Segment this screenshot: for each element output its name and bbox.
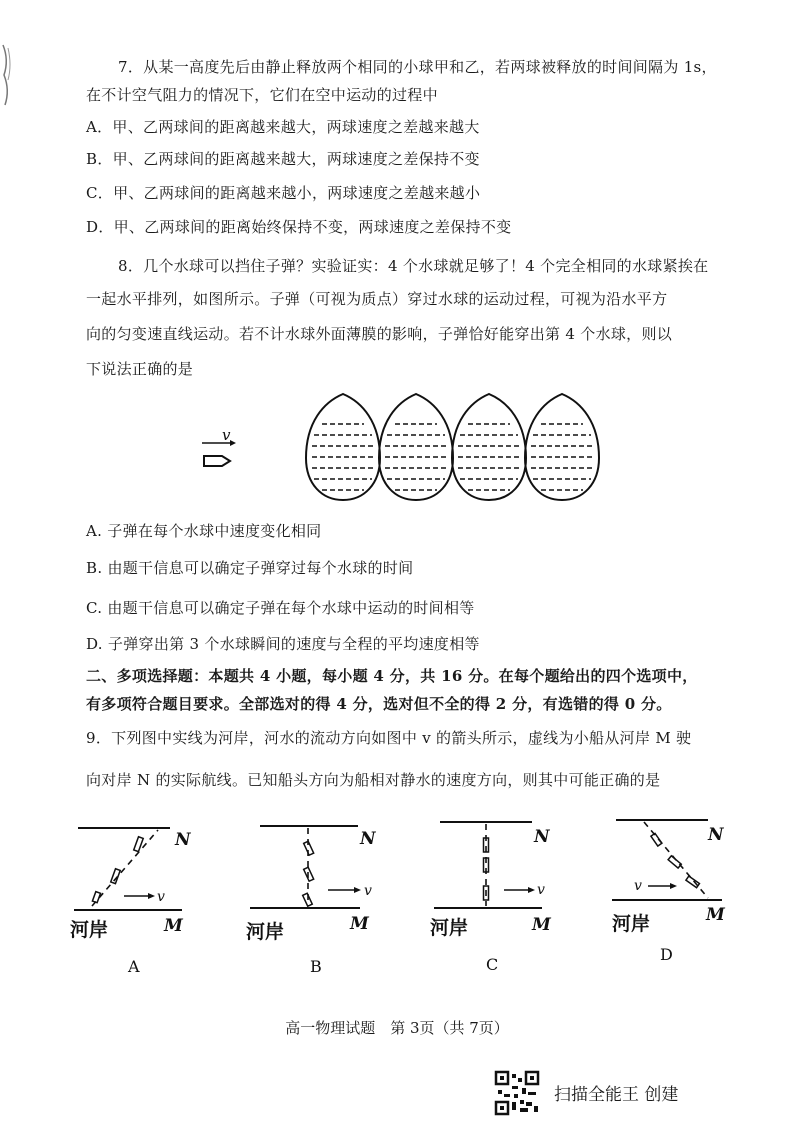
q7-option-a: A．甲、乙两球间的距离越来越大，两球速度之差越来越大: [86, 118, 480, 136]
fig-b-letter: B: [310, 957, 322, 976]
water-balls-diagram: [190, 388, 610, 508]
q8-stem-line3: 向的匀变速直线运动。若不计水球外面薄膜的影响，子弹恰好能穿出第 4 个水球，则以: [86, 325, 673, 343]
fig-b-N: N: [360, 829, 376, 849]
river-figure-a: [70, 812, 220, 980]
scanner-label: 扫描全能王 创建: [554, 1085, 679, 1105]
q8-stem-line2: 一起水平排列，如图所示。子弹（可视为质点）穿过水球的运动过程，可视为沿水平方: [86, 290, 668, 308]
fig-d-N: N: [708, 825, 724, 845]
q7-option-c: C．甲、乙两球间的距离越来越小，两球速度之差越来越小: [86, 184, 481, 202]
q8-option-a: A. 子弹在每个水球中速度变化相同: [86, 522, 322, 540]
qr-code-icon: [494, 1070, 540, 1116]
fig-c-bank: 河岸: [430, 917, 469, 939]
q7-stem-line2: 在不计空气阻力的情况下，它们在空中运动的过程中: [86, 86, 438, 104]
q9-stem-line2: 向对岸 N 的实际航线。已知船头方向为船相对静水的速度方向，则其中可能正确的是: [86, 771, 661, 789]
scan-edge-mark: [0, 40, 14, 110]
fig-d-M: M: [706, 905, 725, 925]
bullet-icon: [202, 440, 236, 466]
q8-option-d: D. 子弹穿出第 3 个水球瞬间的速度与全程的平均速度相等: [86, 635, 480, 653]
water-ball-3: [452, 394, 526, 500]
q7-option-d: D．甲、乙两球间的距离始终保持不变，两球速度之差保持不变: [86, 218, 512, 236]
fig-a-N: N: [175, 830, 191, 850]
q8-option-c: C. 由题干信息可以确定子弹在每个水球中运动的时间相等: [86, 599, 475, 617]
fig-d-letter: D: [660, 945, 673, 964]
river-figure-d: [608, 806, 758, 974]
section2-heading-line1: 二、多项选择题：本题共 4 小题，每小题 4 分，共 16 分。在每个题给出的四个选项中，: [86, 667, 698, 685]
q7-stem-line1: 7．从某一高度先后由静止释放两个相同的小球甲和乙，若两球被释放的时间间隔为 1s，: [118, 58, 717, 76]
page-footer: 高一物理试题 第 3页（共 7页）: [285, 1019, 509, 1037]
section2-heading-line2: 有多项符合题目要求。全部选对的得 4 分，选对但不全的得 2 分，有选错的得 0 分。: [86, 695, 672, 713]
fig-a-v: v: [157, 889, 165, 905]
fig-a-letter: A: [128, 957, 140, 976]
river-figure-b: [244, 812, 394, 980]
fig-a-M: M: [164, 916, 183, 936]
q7-option-b: B．甲、乙两球间的距离越来越大，两球速度之差保持不变: [86, 150, 480, 168]
fig-b-v: v: [364, 883, 372, 899]
fig-c-N: N: [534, 827, 550, 847]
velocity-label: v: [222, 426, 231, 444]
q8-stem-line1: 8．几个水球可以挡住子弹？实验证实：4 个水球就足够了！4 个完全相同的水球紧挨在: [118, 257, 709, 275]
q8-option-b: B. 由题干信息可以确定子弹穿过每个水球的时间: [86, 559, 414, 577]
water-ball-1: [306, 394, 380, 500]
water-ball-4: [525, 394, 599, 500]
q9-stem-line1: 9．下列图中实线为河岸，河水的流动方向如图中 v 的箭头所示，虚线为小船从河岸 M 驶: [86, 729, 692, 747]
fig-c-v: v: [537, 882, 545, 898]
river-figure-c: [428, 808, 578, 976]
fig-b-bank: 河岸: [246, 921, 285, 943]
fig-c-M: M: [532, 915, 551, 935]
fig-c-letter: C: [486, 955, 499, 974]
water-ball-2: [379, 394, 453, 500]
q8-stem-line4: 下说法正确的是: [86, 360, 194, 378]
fig-d-bank: 河岸: [612, 913, 651, 935]
scanner-watermark: [494, 1068, 794, 1118]
fig-d-v: v: [634, 878, 642, 894]
fig-b-M: M: [350, 914, 369, 934]
fig-a-bank: 河岸: [70, 919, 109, 941]
